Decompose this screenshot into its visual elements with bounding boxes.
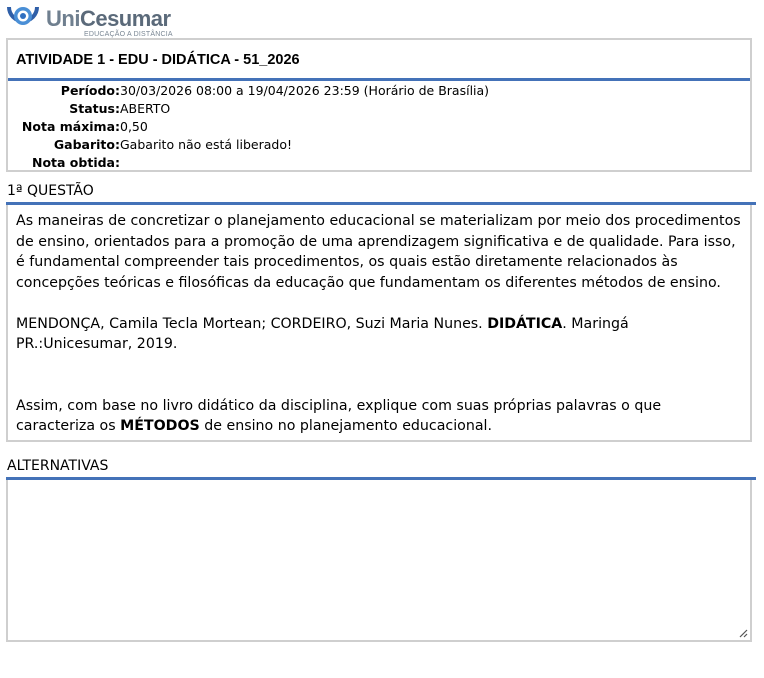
answer-textarea[interactable] <box>8 480 750 640</box>
question-reference <box>16 314 742 355</box>
info-value: Gabarito não está liberado! <box>120 137 292 152</box>
spacer <box>16 355 742 376</box>
resize-handle-icon[interactable] <box>738 628 748 638</box>
question-prompt <box>16 396 742 437</box>
logo-brand-suffix: Cesumar <box>79 6 171 31</box>
prompt-text-end: de ensino no planejamento educacional. <box>199 418 492 434</box>
logo-brand-prefix: Uni <box>46 6 80 31</box>
alternatives-label: ALTERNATIVAS <box>7 458 109 474</box>
info-value: 0,50 <box>120 119 148 134</box>
info-row-periodo <box>8 82 750 100</box>
logo-tagline: EDUCAÇÃO A DISTÂNCIA <box>84 31 173 38</box>
info-value: ABERTO <box>120 101 171 116</box>
logo-wordmark <box>46 6 171 32</box>
reference-publisher: . Maringá PR.:Unicesumar, 2019. <box>16 315 629 352</box>
info-label: Status: <box>69 101 120 116</box>
answer-panel <box>6 480 752 642</box>
info-row-nota-maxima <box>8 118 750 136</box>
spacer <box>16 375 742 396</box>
info-label: Período: <box>60 83 120 98</box>
info-row-gabarito <box>8 136 750 154</box>
reference-authors: MENDONÇA, Camila Tecla Mortean; CORDEIRO, Suzi Maria Nunes. <box>16 315 488 332</box>
info-row-nota-obtida <box>8 154 750 172</box>
info-row-status <box>8 100 750 118</box>
activity-header-panel <box>6 38 752 172</box>
unicesumar-logo-icon <box>6 4 40 34</box>
activity-title: ATIVIDADE 1 - EDU - DIDÁTICA - 51_2026 <box>8 40 750 81</box>
prompt-text: Assim, com base no livro didático da disciplina, explique com suas próprias palavras o que caracteriza os <box>16 397 662 434</box>
info-label: Gabarito: <box>53 137 120 152</box>
info-label: Nota máxima: <box>21 119 120 134</box>
unicesumar-logo <box>6 4 176 38</box>
info-value: 30/03/2026 08:00 a 19/04/2026 23:59 (Horário de Brasília) <box>120 83 490 98</box>
spacer <box>16 293 742 314</box>
question-paragraph: As maneiras de concretizar o planejamento educacional se materializam por meio dos procedimentos de ensino, orientados para a promoção de uma aprendizagem significativa e de qualidade. Para isso, é fundamental compreender tais procedimentos, os quais estão diretamente relacionados às concepções teóricas e filosóficas da educação que fundamentam os diferentes métodos de ensino. <box>16 213 741 291</box>
activity-info-table <box>8 82 750 172</box>
reference-title: DIDÁTICA <box>487 315 563 332</box>
info-label: Nota obtida: <box>32 155 120 170</box>
question-number-label: 1ª QUESTÃO <box>7 183 94 199</box>
question-panel <box>6 205 752 442</box>
prompt-emphasis: MÉTODOS <box>120 418 200 434</box>
